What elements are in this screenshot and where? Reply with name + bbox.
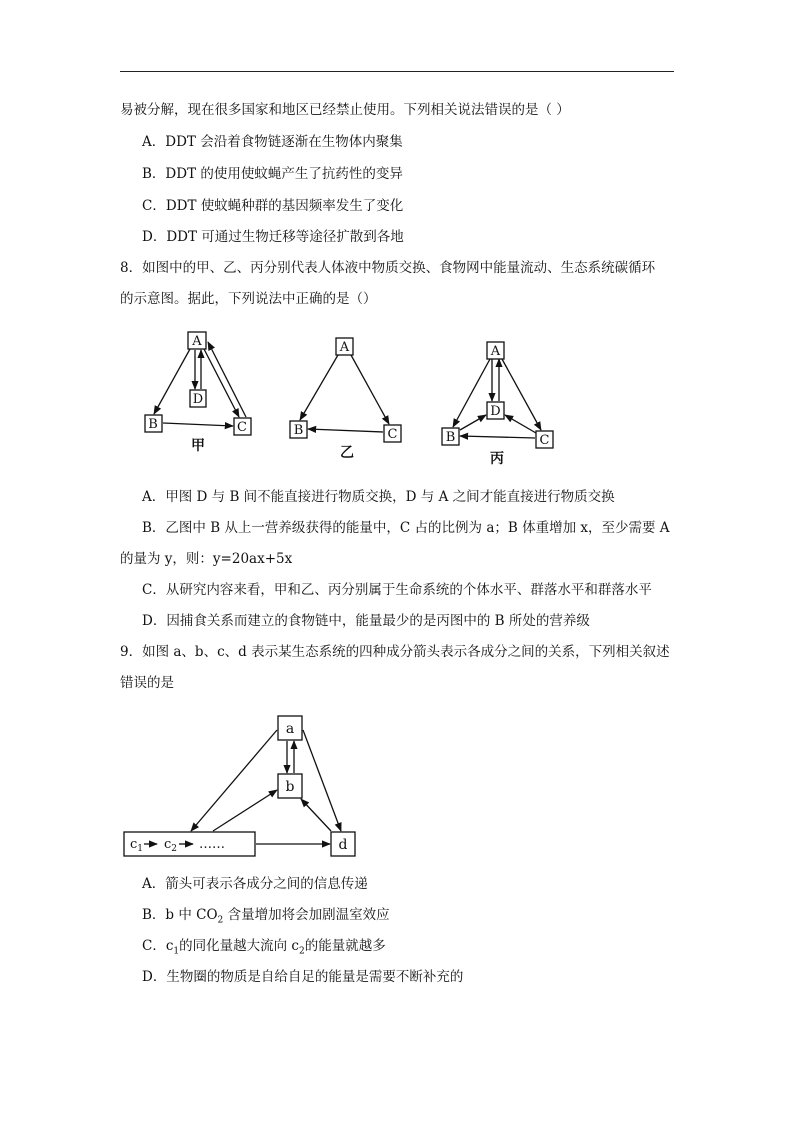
q7-stem-continuation: 易被分解，现在很多国家和地区已经禁止使用。下列相关说法错误的是（ ）	[120, 102, 570, 118]
q9-label-a: a	[285, 721, 295, 737]
yi-label-a: A	[339, 340, 350, 355]
q7-option-c: C．DDT 使蚊蝇种群的基因频率发生了变化	[142, 198, 404, 214]
jia-arrow-a-to-c	[204, 349, 239, 417]
q8-option-b-line-1: B．乙图中 B 从上一营养级获得的能量中，C 占的比例为 a；B 体重增加 x，至少需要 A	[142, 520, 670, 536]
q9-figure	[115, 710, 375, 865]
jia-label-b: B	[148, 417, 158, 432]
yi-caption: 乙	[340, 445, 354, 461]
jia-caption: 甲	[191, 438, 205, 454]
jia-arrow-b-to-c	[163, 423, 233, 426]
q9-label-c2: $c_2$	[164, 837, 178, 854]
q7-option-b: B．DDT 的使用使蚊蝇产生了抗药性的变异	[142, 166, 403, 182]
jia-label-d: D	[192, 392, 204, 407]
q8-option-c: C．从研究内容来看，甲和乙、丙分别属于生命系统的个体水平、群落水平和群落水平	[142, 582, 652, 598]
yi-arrow-c-to-b	[308, 429, 383, 432]
bing-arrow-a-to-b	[453, 359, 490, 427]
yi-label-c: C	[387, 427, 398, 442]
bing-label-c: C	[539, 433, 550, 448]
q9-option-a: A．箭头可表示各成分之间的信息传递	[142, 876, 368, 892]
bing-label-d: D	[490, 404, 501, 419]
jia-label-a: A	[192, 334, 202, 349]
q8-option-b-line-2: 的量为 y，则：y=20ax+5x	[120, 551, 293, 567]
jia-arrow-c-to-a	[208, 342, 246, 417]
header-rule	[120, 71, 674, 72]
bing-arrow-a-to-c	[502, 359, 541, 430]
q9-arrow-d-to-b	[301, 799, 331, 831]
q8-option-a: A．甲图 D 与 B 间不能直接进行物质交换，D 与 A 之间才能直接进行物质交换	[142, 489, 615, 505]
q9-label-c1: $c_1$	[130, 837, 144, 854]
q9-label-d: d	[338, 837, 348, 853]
q9-label-chain-dots: ……	[199, 837, 225, 852]
q9-stem-line-1: 9．如图 a、b、c、d 表示某生态系统的四种成分箭头表示各成分之间的关系，下列相关叙述	[120, 644, 670, 660]
bing-caption: 丙	[490, 451, 504, 467]
q9-stem-line-2: 错误的是	[120, 675, 174, 691]
q8-figure	[140, 322, 570, 472]
q8-stem-line-1: 8．如图中的甲、乙、丙分别代表人体液中物质交换、食物网中能量流动、生态系统碳循环	[120, 260, 656, 276]
q9-option-c: C．$c_1$的同化量越大流向 $c_2$的能量就越多	[142, 938, 386, 957]
yi-arrow-a-to-b	[300, 355, 338, 420]
q9-label-b: b	[285, 779, 295, 795]
q8-stem-line-2: 的示意图。据此，下列说法中正确的是（）	[120, 291, 377, 307]
bing-arrow-b-to-d	[460, 415, 486, 430]
q9-arrow-a-to-d	[303, 730, 341, 831]
jia-label-c: C	[237, 420, 247, 435]
q9-arrow-c-to-b	[213, 790, 277, 831]
bing-arrow-c-to-d	[505, 415, 536, 433]
q9-option-b: B．b 中 $CO_2$ 含量增加将会加剧温室效应	[142, 907, 390, 926]
q8-option-d: D．因捕食关系而建立的食物链中，能量最少的是丙图中的 B 所处的营养级	[142, 613, 590, 629]
q9-option-d: D．生物圈的物质是自给自足的能量是需要不断补充的	[142, 969, 464, 985]
jia-arrow-a-to-b	[154, 349, 190, 414]
bing-label-b: B	[445, 430, 456, 445]
bing-label-a: A	[490, 344, 501, 359]
bing-arrow-c-to-b	[460, 436, 535, 438]
q9-arrow-a-to-c	[191, 730, 277, 831]
yi-arrow-a-to-c	[351, 355, 389, 424]
q7-option-a: A．DDT 会沿着食物链逐渐在生物体内聚集	[142, 134, 403, 150]
q7-option-d: D．DDT 可通过生物迁移等途径扩散到各地	[142, 229, 404, 245]
yi-label-b: B	[293, 423, 304, 438]
